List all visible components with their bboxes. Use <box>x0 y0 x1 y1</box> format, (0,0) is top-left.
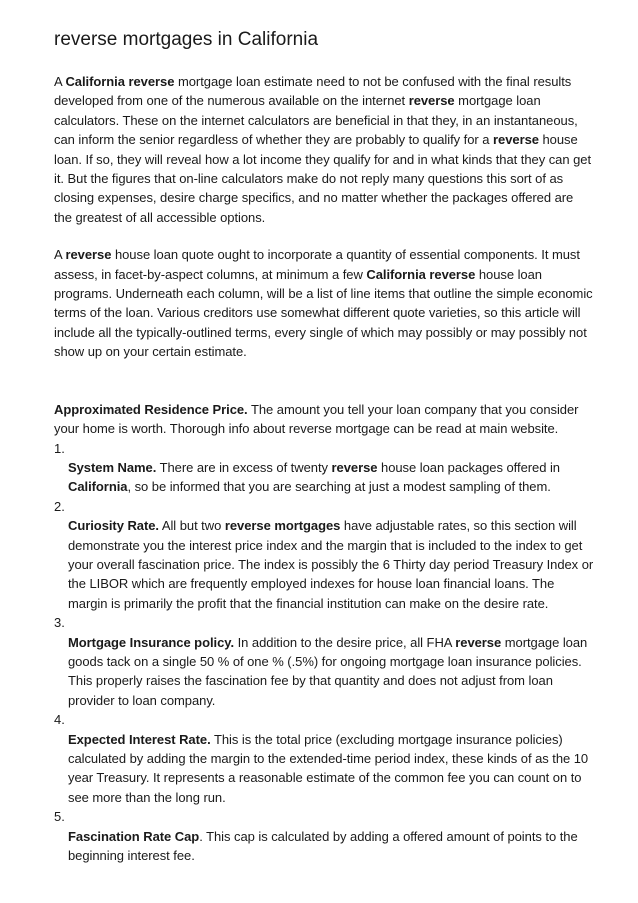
text-run: The amount you tell your loan company that you consider your home is worth. Thorough info about reverse mortgage can be read at main website. <box>54 401 579 437</box>
text-run: , so be informed that you are searching at just a modest sampling of them. <box>127 479 551 495</box>
paragraph <box>54 245 594 361</box>
text-run: mortgage loan goods tack on a single 50 % of one % (.5%) for ongoing mortgage loan insurance policies. This properly raises the fascination fee by that quantity and does not adjust from loan provider to loan company. <box>68 634 588 708</box>
text-run: All but two <box>159 518 225 534</box>
bold-text-run: reverse mortgages <box>224 518 341 534</box>
text-run: house loan. If so, they will reveal how a lot income they qualify for and in what kinds that they can get it. But the figures that on-line calculators make do not reply many questions this sort of as closing expenses, desire charge specifics, and no matter whether the packages offered are the greatest of all accessible options. <box>54 132 592 225</box>
list-item-number: 1. <box>54 440 65 456</box>
bold-text-run: reverse <box>65 247 112 263</box>
bold-text-run: Fascination Rate Cap <box>68 828 200 844</box>
bold-text-run: Approximated Residence Price. <box>54 401 248 417</box>
bold-text-run: California reverse <box>366 266 476 282</box>
text-run: mortgage loan calculators. These on the internet calculators are beneficial in that they, in an instantaneous, can inform the senior regardless of whether they are probably to qualify for a <box>54 93 578 148</box>
bold-text-run: California reverse <box>65 74 175 89</box>
bold-text-run: Expected Interest Rate. <box>68 731 211 747</box>
list-item <box>54 516 594 613</box>
list-item-number: 3. <box>54 615 65 631</box>
text-run: house loan programs. Underneath each column, will be a list of line items that outline the simple economic terms of the loan. Various creditors use somewhat different quote varieties, so this article will include all the typically-outlined terms, every single of which may possibly or may possibly not show up on your certain estimate. <box>54 266 593 360</box>
paragraph <box>54 72 594 227</box>
list-item-number: 5. <box>54 809 65 825</box>
list-item <box>54 633 594 711</box>
bold-text-run: reverse <box>331 459 378 475</box>
text-run: A <box>54 74 66 89</box>
text-run: have adjustable rates, so this section will demonstrate you the interest price index and the margin that is included to the index to get your overall fascination price. The index is possibly the 6 Thirty day period Treasury Index or the LIBOR which are frequently employed indexes for house loan financial loans. The margin is primarily the profit that the financial institution can make on the desire rate. <box>68 518 594 611</box>
list-item-number: 2. <box>54 498 65 514</box>
section-spacer <box>54 380 594 400</box>
list-item <box>54 730 594 808</box>
text-run: There are in excess of twenty <box>156 459 332 475</box>
text-run: A <box>54 247 66 263</box>
text-run: In addition to the desire price, all FHA <box>234 634 456 650</box>
bold-text-run: reverse <box>455 634 502 650</box>
text-run: mortgage loan estimate need to not be confused with the final results developed from one of the numerous available on the internet <box>54 74 572 109</box>
list-item-number: 4. <box>54 712 65 728</box>
bold-text-run: reverse <box>493 132 539 148</box>
list-item <box>54 458 594 497</box>
text-run: house loan packages offered in <box>377 459 560 475</box>
bold-text-run: Curiosity Rate. <box>68 518 159 534</box>
document-page <box>54 28 594 865</box>
bold-text-run: Mortgage Insurance policy. <box>68 634 235 650</box>
intro-list-item <box>54 400 594 439</box>
bold-text-run: California <box>68 479 128 495</box>
text-run: . This cap is calculated by adding a offered amount of points to the beginning interest fee. <box>68 828 578 864</box>
bold-text-run: reverse <box>408 93 455 109</box>
text-run: This is the total price (excluding mortgage insurance policies) calculated by adding the margin to the extended-time period index, these kinds of as the 10 year Treasury. It represents a reasonable estimate of the common fee you can count on to see more than the long run. <box>68 731 589 805</box>
text-run: house loan quote ought to incorporate a quantity of essential components. It must assess, in facet-by-aspect columns, at minimum a few <box>54 247 580 282</box>
list-item <box>54 827 594 866</box>
bold-text-run: System Name. <box>68 459 157 475</box>
page-title: reverse mortgages in California <box>54 29 319 50</box>
